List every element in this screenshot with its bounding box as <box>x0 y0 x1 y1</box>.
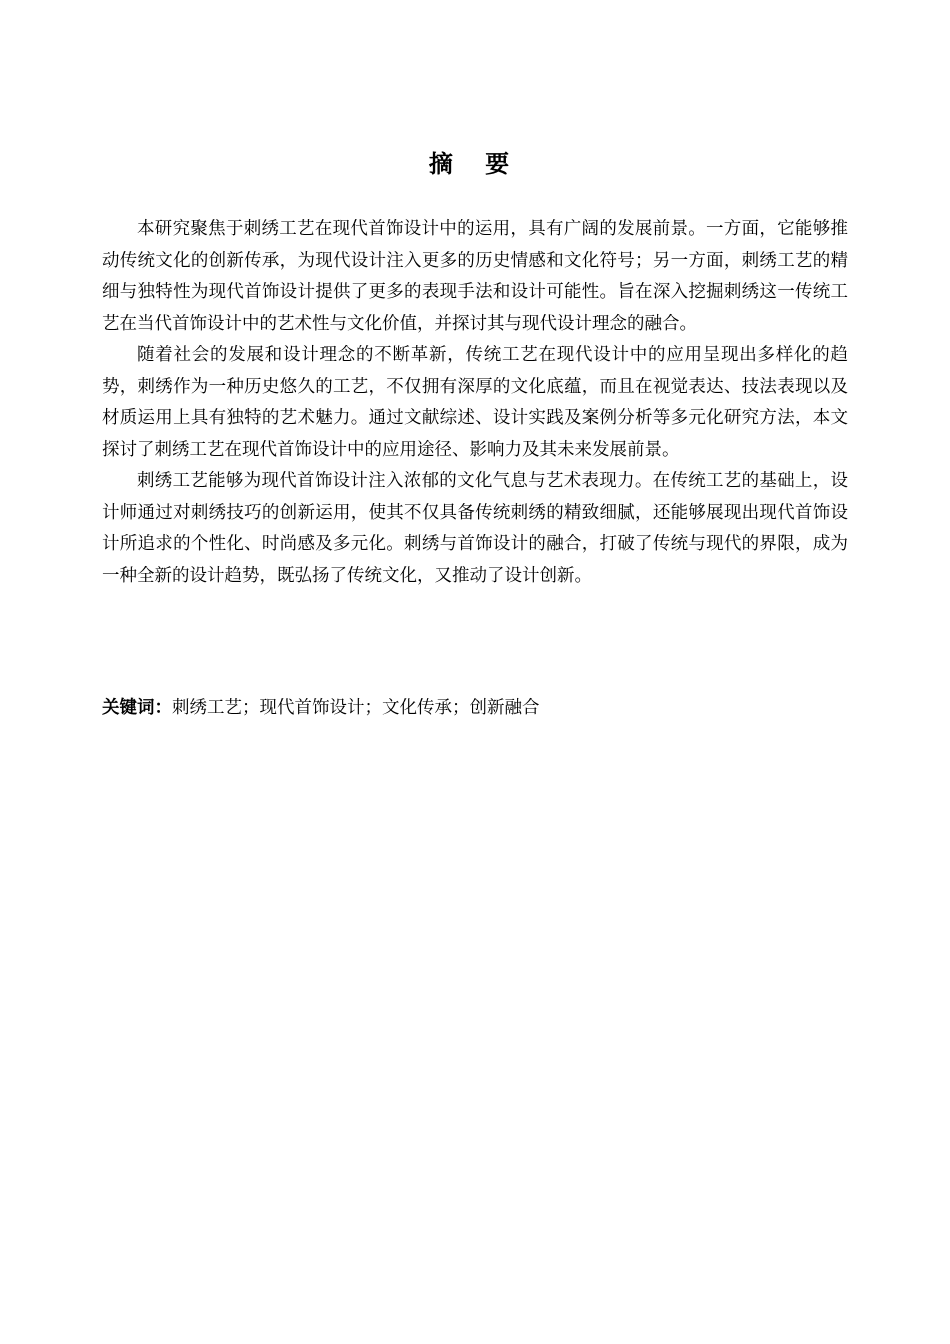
keywords-text: 刺绣工艺；现代首饰设计；文化传承；创新融合 <box>172 698 540 718</box>
keywords-label: 关键词： <box>102 698 172 718</box>
abstract-paragraph-1: 本研究聚焦于刺绣工艺在现代首饰设计中的运用，具有广阔的发展前景。一方面，它能够推动传统文化的创新传承，为现代设计注入更多的历史情感和文化符号；另一方面，刺绣工艺的精细与独特性为现代首饰设计提供了更多的表现手法和设计可能性。旨在深入挖掘刺绣这一传统工艺在当代首饰设计中的艺术性与文化价值，并探讨其与现代设计理念的融合。 <box>102 219 848 334</box>
abstract-paragraph-2: 随着社会的发展和设计理念的不断革新，传统工艺在现代设计中的应用呈现出多样化的趋势，刺绣作为一种历史悠久的工艺，不仅拥有深厚的文化底蕴，而且在视觉表达、技法表现以及材质运用上具有独特的艺术魅力。通过文献综述、设计实践及案例分析等多元化研究方法，本文探讨了刺绣工艺在现代首饰设计中的应用途径、影响力及其未来发展前景。 <box>102 345 848 460</box>
abstract-paragraph-3: 刺绣工艺能够为现代首饰设计注入浓郁的文化气息与艺术表现力。在传统工艺的基础上，设计师通过对刺绣技巧的创新运用，使其不仅具备传统刺绣的精致细腻，还能够展现出现代首饰设计所追求的个性化、时尚感及多元化。刺绣与首饰设计的融合，打破了传统与现代的界限，成为一种全新的设计趋势，既弘扬了传统文化，又推动了设计创新。 <box>102 471 848 586</box>
abstract-body <box>102 214 848 592</box>
abstract-title: 摘 要 <box>428 150 522 178</box>
keywords-line <box>102 694 848 722</box>
